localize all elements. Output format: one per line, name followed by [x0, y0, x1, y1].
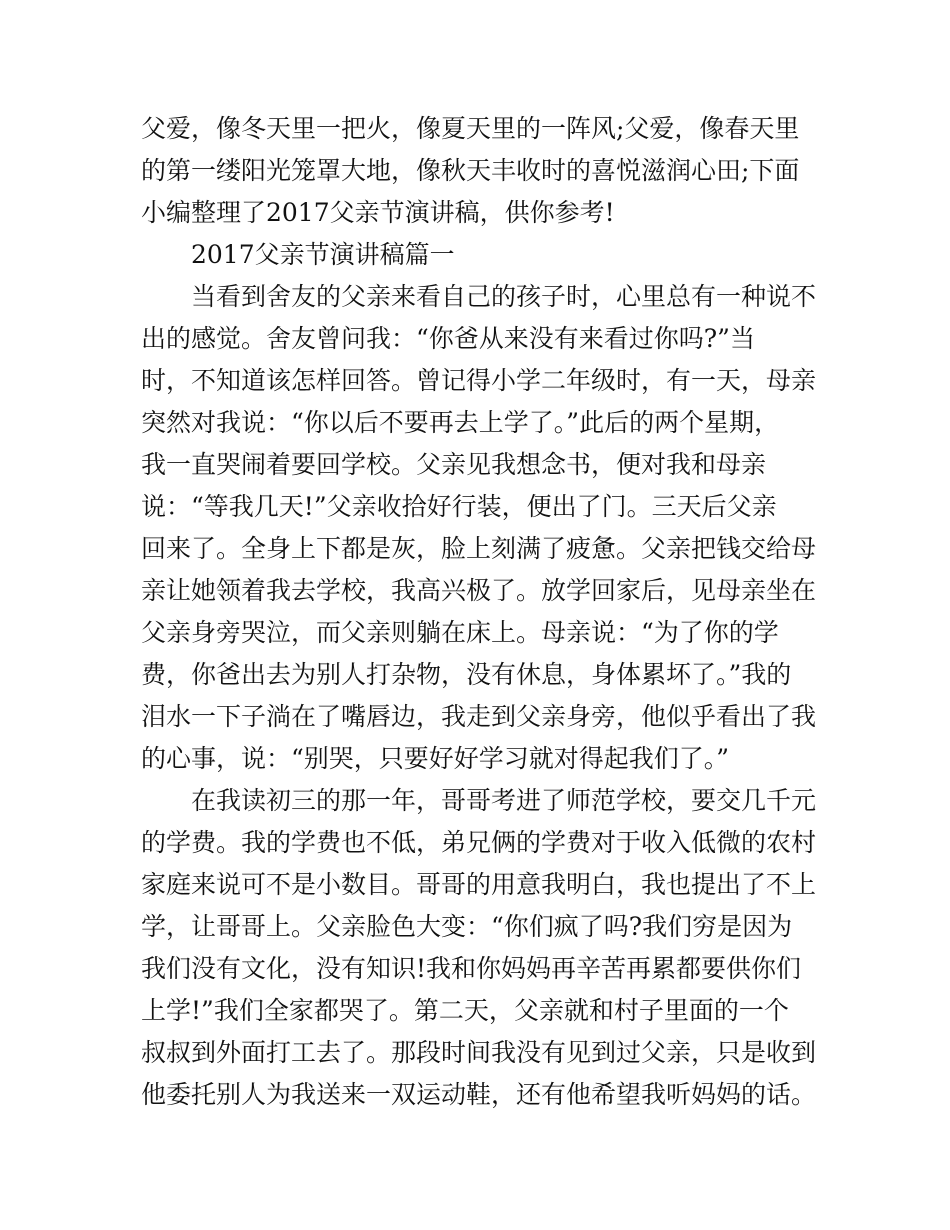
paragraph-line: 亲让她领着我去学校，我高兴极了。放学回家后，见母亲坐在	[141, 576, 817, 605]
paragraph-line: 家庭来说可不是小数目。哥哥的用意我明白，我也提出了不上	[141, 870, 817, 899]
paragraph-line: 在我读初三的那一年，哥哥考进了师范学校，要交几千元	[191, 786, 817, 815]
paragraph-line: 的心事，说：“别哭，只要好好学习就对得起我们了。”	[141, 744, 730, 773]
paragraph-line: 我一直哭闹着要回学校。父亲见我想念书，便对我和母亲	[141, 450, 767, 479]
body-text	[141, 108, 821, 1116]
paragraph-line: 叔叔到外面打工去了。那段时间我没有见到过父亲，只是收到	[141, 1038, 817, 1067]
paragraph-line: 当看到舍友的父亲来看自己的孩子时，心里总有一种说不	[191, 282, 817, 311]
paragraph-line: 突然对我说：“你以后不要再去上学了。”此后的两个星期，	[141, 408, 780, 437]
paragraph-line: 时，不知道该怎样回答。曾记得小学二年级时，有一天，母亲	[141, 366, 817, 395]
paragraph-line: 说：“等我几天!”父亲收拾好行装，便出了门。三天后父亲	[141, 492, 777, 521]
paragraph-line: 我们没有文化，没有知识!我和你妈妈再辛苦再累都要供你们	[141, 954, 802, 983]
paragraph-line: 他委托别人为我送来一双运动鞋，还有他希望我听妈妈的话。	[141, 1080, 817, 1109]
paragraph-line: 的第一缕阳光笼罩大地，像秋天丰收时的喜悦滋润心田;下面	[141, 156, 800, 185]
paragraph-line: 小编整理了2017父亲节演讲稿，供你参考!	[141, 198, 615, 227]
paragraph-line: 父亲身旁哭泣，而父亲则躺在床上。母亲说：“为了你的学	[141, 618, 779, 647]
paragraph-line: 费，你爸出去为别人打杂物，没有休息，身体累坏了。”我的	[141, 660, 792, 689]
paragraph-line: 泪水一下子淌在了嘴唇边，我走到父亲身旁，他似乎看出了我	[141, 702, 817, 731]
section-heading: 2017父亲节演讲稿篇一	[191, 240, 455, 269]
paragraph-line: 回来了。全身上下都是灰，脸上刻满了疲惫。父亲把钱交给母	[141, 534, 817, 563]
paragraph-line: 学，让哥哥上。父亲脸色大变：“你们疯了吗?我们穷是因为	[141, 912, 793, 941]
paragraph-line: 上学!”我们全家都哭了。第二天，父亲就和村子里面的一个	[141, 996, 789, 1025]
paragraph-line: 的学费。我的学费也不低，弟兄俩的学费对于收入低微的农村	[141, 828, 817, 857]
paragraph-line: 出的感觉。舍友曾问我：“你爸从来没有来看过你吗?”当	[141, 324, 755, 353]
paragraph-line: 父爱，像冬天里一把火，像夏天里的一阵风;父爱，像春天里	[141, 114, 800, 143]
